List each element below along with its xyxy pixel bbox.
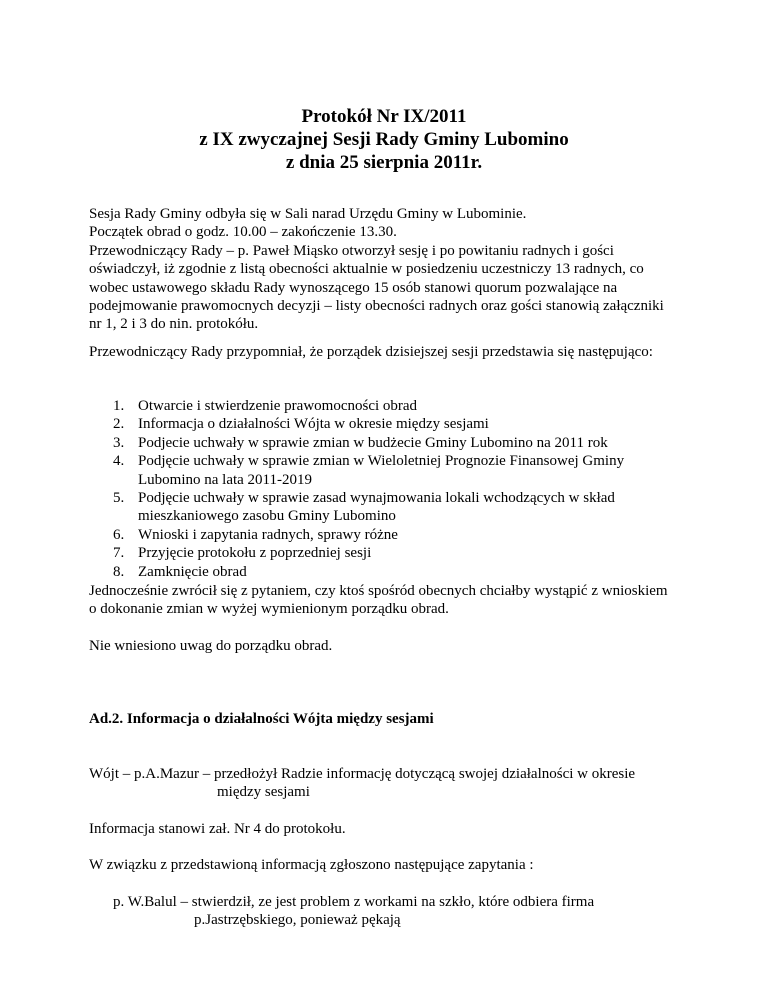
- agenda-item: [89, 397, 729, 415]
- no-remarks-paragraph: Nie wniesiono uwag do porządku obrad.: [89, 638, 333, 654]
- intro-line: Sesja Rady Gminy odbyła się w Sali narad Urzędu Gminy w Lubominie.: [89, 206, 527, 222]
- agenda-item-number: 3.: [113, 434, 125, 451]
- agenda-item: [89, 452, 729, 489]
- attachment-paragraph: Informacja stanowi zał. Nr 4 do protokołu.: [89, 821, 346, 837]
- intro-line: nr 1, 2 i 3 do nin. protokółu.: [89, 316, 259, 333]
- agenda-item-number: 1.: [113, 398, 125, 414]
- balul-paragraph: [113, 893, 594, 930]
- intro-line: Przewodniczący Rady – p. Paweł Miąsko otworzył sesję i po powitaniu radnych i gości: [89, 242, 614, 259]
- agenda-item-number: 5.: [113, 490, 125, 507]
- agenda-item-text: Zamknięcie obrad: [138, 563, 247, 580]
- agenda-item-number: 8.: [113, 563, 125, 580]
- agenda-item: [89, 526, 729, 544]
- agenda-item: [89, 563, 729, 581]
- agenda-item-text: mieszkaniowego zasobu Gminy Lubomino: [138, 508, 396, 525]
- agenda-item: [89, 415, 729, 433]
- agenda-item: [89, 544, 729, 562]
- agenda-item-text: Wnioski i zapytania radnych, sprawy różne: [138, 526, 398, 543]
- intro-paragraph: [89, 205, 709, 334]
- agenda-item-text: Lubomino na lata 2011-2019: [138, 471, 312, 488]
- title-line-2: z IX zwyczajnej Sesji Rady Gminy Lubomino: [199, 129, 569, 150]
- title-line-1: Protokół Nr IX/2011: [301, 106, 467, 127]
- agenda-item-number: 7.: [113, 545, 125, 562]
- intro-line: oświadczył, iż zgodnie z listą obecności aktualnie w posiedzeniu uczestniczy 13 radnych, co: [89, 261, 644, 278]
- agenda-item-text: Informacja o działalności Wójta w okresie między sesjami: [138, 416, 489, 433]
- agenda-item-text: Podjęcie uchwały w sprawie zasad wynajmowania lokali wchodzących w skład: [138, 490, 615, 507]
- agenda-item-number: 6.: [113, 526, 125, 543]
- agenda-intro: Przewodniczący Rady przypomniał, że porządek dzisiejszej sesji przedstawia się następująco:: [89, 344, 653, 360]
- intro-line: podejmowanie prawomocnych decyzji – listy obecności radnych oraz gości stanowią załączniki: [89, 298, 664, 315]
- title-line-3: z dnia 25 sierpnia 2011r.: [285, 152, 483, 173]
- agenda-item-text: Podjęcie uchwały w sprawie zmian w Wieloletniej Prognozie Finansowej Gminy: [138, 453, 625, 470]
- question-line: o dokonanie zmian w wyżej wymienionym porządku obrad.: [89, 601, 449, 618]
- document-title: [0, 105, 768, 174]
- agenda-item: [89, 489, 729, 526]
- wojt-line-continuation: między sesjami: [217, 784, 310, 801]
- section-heading-ad2: Ad.2. Informacja o działalności Wójta między sesjami: [89, 711, 434, 727]
- agenda-item-number: 2.: [113, 416, 125, 433]
- questions-intro-paragraph: W związku z przedstawioną informacją zgłoszono następujące zapytania :: [89, 857, 534, 873]
- question-paragraph: [89, 582, 709, 619]
- question-line: Jednocześnie zwrócił się z pytaniem, czy ktoś spośród obecnych chciałby wystąpić z wnioskiem: [89, 583, 668, 599]
- wojt-paragraph: [89, 765, 635, 802]
- agenda-item-text: Otwarcie i stwierdzenie prawomocności obrad: [138, 398, 418, 414]
- balul-line-continuation: p.Jastrzębskiego, ponieważ pękają: [194, 912, 401, 929]
- intro-line: wobec ustawowego składu Rady wynoszącego 15 osób stanowi quorum pozwalające na: [89, 279, 618, 296]
- balul-line: p. W.Balul – stwierdził, ze jest problem z workami na szkło, które odbiera firma: [113, 894, 595, 910]
- wojt-line: Wójt – p.A.Mazur – przedłożył Radzie informację dotyczącą swojej działalności w okresie: [89, 766, 636, 782]
- agenda-item-text: Podjecie uchwały w sprawie zmian w budżecie Gminy Lubomino na 2011 rok: [138, 434, 608, 451]
- intro-line: Początek obrad o godz. 10.00 – zakończenie 13.30.: [89, 224, 397, 241]
- agenda-item-text: Przyjęcie protokołu z poprzedniej sesji: [138, 545, 372, 562]
- agenda-item: [89, 434, 729, 452]
- agenda-list: [89, 397, 729, 581]
- agenda-item-number: 4.: [113, 453, 125, 470]
